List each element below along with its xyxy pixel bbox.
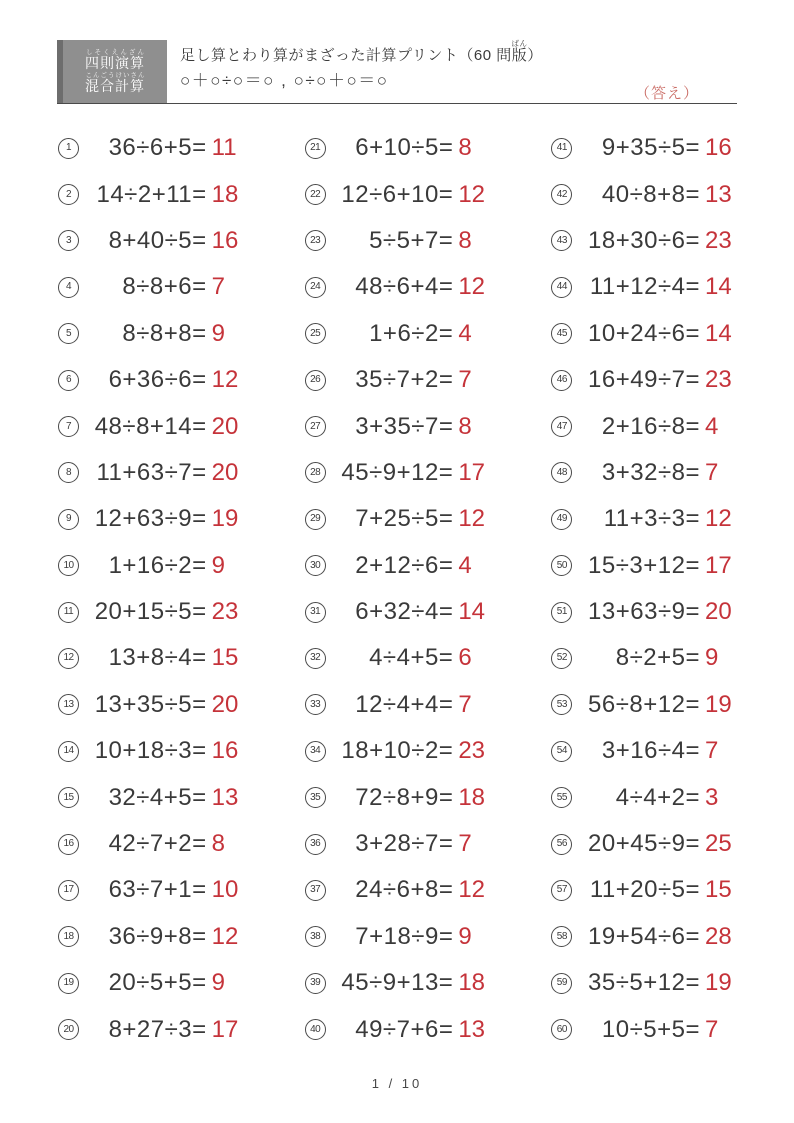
problem-row xyxy=(551,774,746,820)
problem-expression: 16+49÷7= xyxy=(588,366,700,394)
category-badge xyxy=(57,40,167,103)
problem-answer: 11 xyxy=(211,134,237,162)
problem-expression: 14÷2+11= xyxy=(96,180,207,208)
problem-answer: 4 xyxy=(458,551,472,579)
problem-number: 4 xyxy=(58,277,79,298)
problem-row xyxy=(305,496,500,542)
problem-expression: 4÷4+2= xyxy=(615,783,700,811)
problem-answer: 13 xyxy=(705,180,732,208)
problem-row xyxy=(58,496,253,542)
problem-number: 6 xyxy=(58,370,79,391)
problem-number: 19 xyxy=(58,973,79,994)
problem-row xyxy=(58,1006,253,1052)
problem-row xyxy=(58,543,253,589)
problem-row xyxy=(551,543,746,589)
problem-expression: 15÷3+12= xyxy=(588,551,700,579)
problem-number: 44 xyxy=(551,277,572,298)
problem-row xyxy=(551,171,746,217)
problem-answer: 7 xyxy=(705,458,719,486)
problem-number: 5 xyxy=(58,323,79,344)
problem-expression: 11+63÷7= xyxy=(96,458,207,486)
badge-line-1-furigana: しそくえんざん xyxy=(85,49,145,57)
problem-number: 57 xyxy=(551,880,572,901)
problem-expression: 20+15÷5= xyxy=(94,598,207,626)
problem-row xyxy=(58,635,253,681)
problem-number: 38 xyxy=(305,926,326,947)
problem-row xyxy=(305,1006,500,1052)
problem-answer: 8 xyxy=(458,226,472,254)
problem-row xyxy=(551,728,746,774)
problem-row xyxy=(551,264,746,310)
problem-expression: 42÷7+2= xyxy=(108,830,207,858)
problem-expression: 56÷8+12= xyxy=(588,690,700,718)
problem-row xyxy=(551,682,746,728)
problem-row xyxy=(305,914,500,960)
problem-answer: 15 xyxy=(211,644,239,672)
problem-answer: 14 xyxy=(705,319,732,347)
problem-answer: 3 xyxy=(705,783,719,811)
problem-row xyxy=(305,450,500,496)
problem-answer: 23 xyxy=(705,226,732,254)
problem-number: 50 xyxy=(551,555,572,576)
problem-answer: 12 xyxy=(705,505,732,533)
problem-number: 43 xyxy=(551,230,572,251)
problem-answer: 9 xyxy=(211,551,226,579)
problem-answer: 19 xyxy=(705,690,732,718)
header-divider xyxy=(57,103,737,104)
problem-row xyxy=(551,867,746,913)
problem-answer: 4 xyxy=(705,412,719,440)
problem-number: 32 xyxy=(305,648,326,669)
problem-expression: 20÷5+5= xyxy=(108,969,207,997)
problem-expression: 3+16÷4= xyxy=(601,737,700,765)
problem-answer: 17 xyxy=(705,551,732,579)
badge-line-1 xyxy=(85,49,145,71)
problem-expression: 3+28÷7= xyxy=(355,830,454,858)
problem-number: 60 xyxy=(551,1019,572,1040)
problem-expression: 45÷9+13= xyxy=(341,969,454,997)
problem-expression: 11+12÷4= xyxy=(589,273,700,301)
equation-pattern: ○＋○÷○＝○ , ○÷○＋○＝○ xyxy=(180,71,389,90)
problem-expression: 13+8÷4= xyxy=(108,644,207,672)
problem-answer: 12 xyxy=(211,366,239,394)
problem-expression: 8+27÷3= xyxy=(108,1015,207,1043)
problem-number: 30 xyxy=(305,555,326,576)
problem-row xyxy=(551,635,746,681)
problem-row xyxy=(551,496,746,542)
problem-expression: 36÷9+8= xyxy=(108,922,207,950)
problem-answer: 13 xyxy=(458,1015,486,1043)
problem-answer: 10 xyxy=(211,876,239,904)
badge-line-2-base: 混合計算 xyxy=(85,78,145,94)
problem-row xyxy=(551,1006,746,1052)
problem-expression: 8+40÷5= xyxy=(108,226,207,254)
badge-line-2-furigana: こんごうけいさん xyxy=(85,72,145,79)
problem-expression: 5÷5+7= xyxy=(369,226,454,254)
problem-number: 26 xyxy=(305,370,326,391)
problem-number: 13 xyxy=(58,694,79,715)
problem-expression: 8÷8+8= xyxy=(122,319,207,347)
problem-number: 18 xyxy=(58,926,79,947)
problem-row xyxy=(305,403,500,449)
problem-number: 48 xyxy=(551,462,572,483)
problem-number: 16 xyxy=(58,834,79,855)
problem-answer: 4 xyxy=(458,319,472,347)
problem-expression: 8÷2+5= xyxy=(615,644,700,672)
problem-number: 24 xyxy=(305,277,326,298)
problem-row xyxy=(305,125,500,171)
problem-number: 20 xyxy=(58,1019,79,1040)
problem-answer: 8 xyxy=(211,830,226,858)
problem-number: 34 xyxy=(305,741,326,762)
problem-expression: 18+10÷2= xyxy=(341,737,454,765)
problem-row xyxy=(305,867,500,913)
problem-row xyxy=(58,821,253,867)
problem-row xyxy=(305,264,500,310)
problem-expression: 11+3÷3= xyxy=(603,505,700,533)
problem-row xyxy=(58,682,253,728)
problem-number: 8 xyxy=(58,462,79,483)
problem-number: 41 xyxy=(551,138,572,159)
title-ruby-furigana: ばん xyxy=(511,39,528,48)
problem-number: 15 xyxy=(58,787,79,808)
problem-expression: 20+45÷9= xyxy=(588,830,700,858)
problem-expression: 36÷6+5= xyxy=(108,134,207,162)
problem-expression: 72÷8+9= xyxy=(355,783,454,811)
title-block xyxy=(180,36,543,89)
problem-number: 23 xyxy=(305,230,326,251)
problem-row xyxy=(58,125,253,171)
problem-expression: 24÷6+8= xyxy=(355,876,454,904)
problem-answer: 14 xyxy=(458,598,486,626)
title-text: 足し算とわり算がまざった計算プリント（60 問 xyxy=(180,47,512,64)
problem-expression: 10÷5+5= xyxy=(601,1015,700,1043)
problem-expression: 6+10÷5= xyxy=(355,134,454,162)
problem-number: 36 xyxy=(305,834,326,855)
problem-answer: 20 xyxy=(211,458,239,486)
problem-expression: 45÷9+12= xyxy=(341,458,454,486)
problem-number: 39 xyxy=(305,973,326,994)
problem-row xyxy=(551,403,746,449)
problem-expression: 12÷4+4= xyxy=(355,690,454,718)
problem-number: 53 xyxy=(551,694,572,715)
problem-expression: 3+32÷8= xyxy=(601,458,700,486)
problem-answer: 19 xyxy=(705,969,732,997)
problem-row xyxy=(551,589,746,635)
problem-row xyxy=(58,450,253,496)
problem-number: 54 xyxy=(551,741,572,762)
problem-answer: 8 xyxy=(458,412,472,440)
problem-number: 22 xyxy=(305,184,326,205)
problem-expression: 35÷7+2= xyxy=(355,366,454,394)
problem-answer: 8 xyxy=(458,134,472,162)
problem-answer: 7 xyxy=(211,273,226,301)
problem-answer: 16 xyxy=(705,134,732,162)
problem-expression: 3+35÷7= xyxy=(355,412,454,440)
problem-row xyxy=(58,171,253,217)
problem-row xyxy=(551,450,746,496)
problem-number: 55 xyxy=(551,787,572,808)
worksheet-title xyxy=(180,36,543,63)
badge-line-1-base: 四則演算 xyxy=(85,55,145,72)
problem-expression: 49÷7+6= xyxy=(355,1015,454,1043)
problem-answer: 25 xyxy=(705,830,732,858)
problem-number: 47 xyxy=(551,416,572,437)
problem-row xyxy=(305,589,500,635)
problem-answer: 12 xyxy=(458,876,486,904)
problem-expression: 1+16÷2= xyxy=(108,551,207,579)
title-suffix: ） xyxy=(527,47,543,64)
problem-number: 17 xyxy=(58,880,79,901)
problem-number: 2 xyxy=(58,184,79,205)
problem-answer: 23 xyxy=(458,737,486,765)
problem-answer: 23 xyxy=(705,366,732,394)
problem-answer: 6 xyxy=(458,644,472,672)
title-ruby xyxy=(511,39,528,64)
problem-number: 9 xyxy=(58,509,79,530)
problem-answer: 7 xyxy=(705,1015,719,1043)
problem-answer: 7 xyxy=(458,690,472,718)
problem-expression: 48÷8+14= xyxy=(94,412,207,440)
problem-number: 12 xyxy=(58,648,79,669)
problem-expression: 7+18÷9= xyxy=(355,922,454,950)
problem-row xyxy=(551,125,746,171)
problem-number: 35 xyxy=(305,787,326,808)
problem-answer: 12 xyxy=(458,273,486,301)
problem-row xyxy=(58,914,253,960)
problem-row xyxy=(305,682,500,728)
problem-expression: 32÷4+5= xyxy=(108,783,207,811)
problem-number: 56 xyxy=(551,834,572,855)
problem-row xyxy=(305,218,500,264)
problem-row xyxy=(58,403,253,449)
badge-line-2 xyxy=(85,72,145,94)
problem-number: 37 xyxy=(305,880,326,901)
problem-answer: 18 xyxy=(458,783,486,811)
problem-number: 27 xyxy=(305,416,326,437)
problem-row xyxy=(551,311,746,357)
problem-number: 1 xyxy=(58,138,79,159)
problem-row xyxy=(305,821,500,867)
answer-key-label: （答え） xyxy=(634,86,699,102)
problem-number: 46 xyxy=(551,370,572,391)
problem-expression: 18+30÷6= xyxy=(588,226,700,254)
problem-expression: 13+35÷5= xyxy=(94,690,207,718)
problem-number: 21 xyxy=(305,138,326,159)
problem-row xyxy=(58,589,253,635)
problem-answer: 19 xyxy=(211,505,239,533)
problem-answer: 9 xyxy=(458,922,472,950)
problem-answer: 9 xyxy=(211,969,226,997)
problem-expression: 1+6÷2= xyxy=(369,319,454,347)
problem-row xyxy=(551,821,746,867)
problem-expression: 10+18÷3= xyxy=(94,737,207,765)
problem-number: 25 xyxy=(305,323,326,344)
title-ruby-base: 版 xyxy=(511,47,528,64)
problem-column-3 xyxy=(551,125,746,1053)
problem-expression: 12+63÷9= xyxy=(94,505,207,533)
problem-expression: 11+20÷5= xyxy=(589,876,700,904)
problem-expression: 4÷4+5= xyxy=(369,644,454,672)
problem-expression: 6+36÷6= xyxy=(108,366,207,394)
problem-answer: 20 xyxy=(211,412,239,440)
problem-row xyxy=(58,960,253,1006)
problem-answer: 23 xyxy=(211,598,239,626)
problem-number: 11 xyxy=(58,602,79,623)
problem-row xyxy=(305,357,500,403)
problem-expression: 12÷6+10= xyxy=(341,180,454,208)
problem-expression: 8÷8+6= xyxy=(122,273,207,301)
worksheet-header xyxy=(57,40,737,103)
problem-expression: 63÷7+1= xyxy=(108,876,207,904)
problem-row xyxy=(305,960,500,1006)
problem-answer: 7 xyxy=(458,830,472,858)
problem-expression: 2+12÷6= xyxy=(355,551,454,579)
problem-number: 40 xyxy=(305,1019,326,1040)
problem-row xyxy=(551,218,746,264)
problem-row xyxy=(58,867,253,913)
problem-answer: 17 xyxy=(458,458,486,486)
problem-number: 51 xyxy=(551,602,572,623)
problem-row xyxy=(58,311,253,357)
problem-row xyxy=(305,171,500,217)
problem-answer: 7 xyxy=(705,737,719,765)
problem-expression: 35÷5+12= xyxy=(588,969,700,997)
problem-row xyxy=(305,635,500,681)
problem-answer: 9 xyxy=(705,644,719,672)
problem-answer: 18 xyxy=(458,969,486,997)
problem-expression: 40÷8+8= xyxy=(601,180,700,208)
problem-row xyxy=(305,311,500,357)
problem-answer: 17 xyxy=(211,1015,239,1043)
problem-number: 31 xyxy=(305,602,326,623)
problem-row xyxy=(58,264,253,310)
problem-number: 10 xyxy=(58,555,79,576)
problem-answer: 14 xyxy=(705,273,732,301)
problem-expression: 6+32÷4= xyxy=(355,598,454,626)
problem-number: 28 xyxy=(305,462,326,483)
problem-row xyxy=(305,728,500,774)
problem-number: 33 xyxy=(305,694,326,715)
problem-row xyxy=(58,728,253,774)
problem-number: 42 xyxy=(551,184,572,205)
problem-row xyxy=(305,774,500,820)
problem-expression: 19+54÷6= xyxy=(588,922,700,950)
problem-answer: 12 xyxy=(458,180,486,208)
problem-answer: 7 xyxy=(458,366,472,394)
problem-row xyxy=(551,357,746,403)
problem-answer: 18 xyxy=(211,180,239,208)
problem-row xyxy=(551,914,746,960)
problem-row xyxy=(305,543,500,589)
problem-number: 3 xyxy=(58,230,79,251)
problem-number: 45 xyxy=(551,323,572,344)
problems-grid xyxy=(58,125,746,1053)
problem-expression: 2+16÷8= xyxy=(601,412,700,440)
page-number: 1 / 10 xyxy=(371,1076,423,1091)
problem-answer: 20 xyxy=(211,690,239,718)
problem-column-1 xyxy=(58,125,253,1053)
problem-answer: 13 xyxy=(211,783,239,811)
problem-number: 59 xyxy=(551,973,572,994)
problem-answer: 16 xyxy=(211,226,239,254)
problem-number: 29 xyxy=(305,509,326,530)
problem-expression: 13+63÷9= xyxy=(588,598,700,626)
problem-answer: 9 xyxy=(211,319,226,347)
problem-expression: 10+24÷6= xyxy=(588,319,700,347)
problem-number: 49 xyxy=(551,509,572,530)
problem-expression: 9+35÷5= xyxy=(601,134,700,162)
problem-answer: 12 xyxy=(458,505,486,533)
problem-expression: 48÷6+4= xyxy=(355,273,454,301)
problem-number: 52 xyxy=(551,648,572,669)
problem-number: 7 xyxy=(58,416,79,437)
problem-answer: 15 xyxy=(705,876,732,904)
problem-column-2 xyxy=(305,125,500,1053)
problem-number: 14 xyxy=(58,741,79,762)
problem-row xyxy=(551,960,746,1006)
problem-answer: 20 xyxy=(705,598,732,626)
problem-number: 58 xyxy=(551,926,572,947)
problem-expression: 7+25÷5= xyxy=(355,505,454,533)
problem-row xyxy=(58,774,253,820)
problem-answer: 12 xyxy=(211,922,239,950)
problem-row xyxy=(58,218,253,264)
problem-row xyxy=(58,357,253,403)
problem-answer: 16 xyxy=(211,737,239,765)
problem-answer: 28 xyxy=(705,922,732,950)
